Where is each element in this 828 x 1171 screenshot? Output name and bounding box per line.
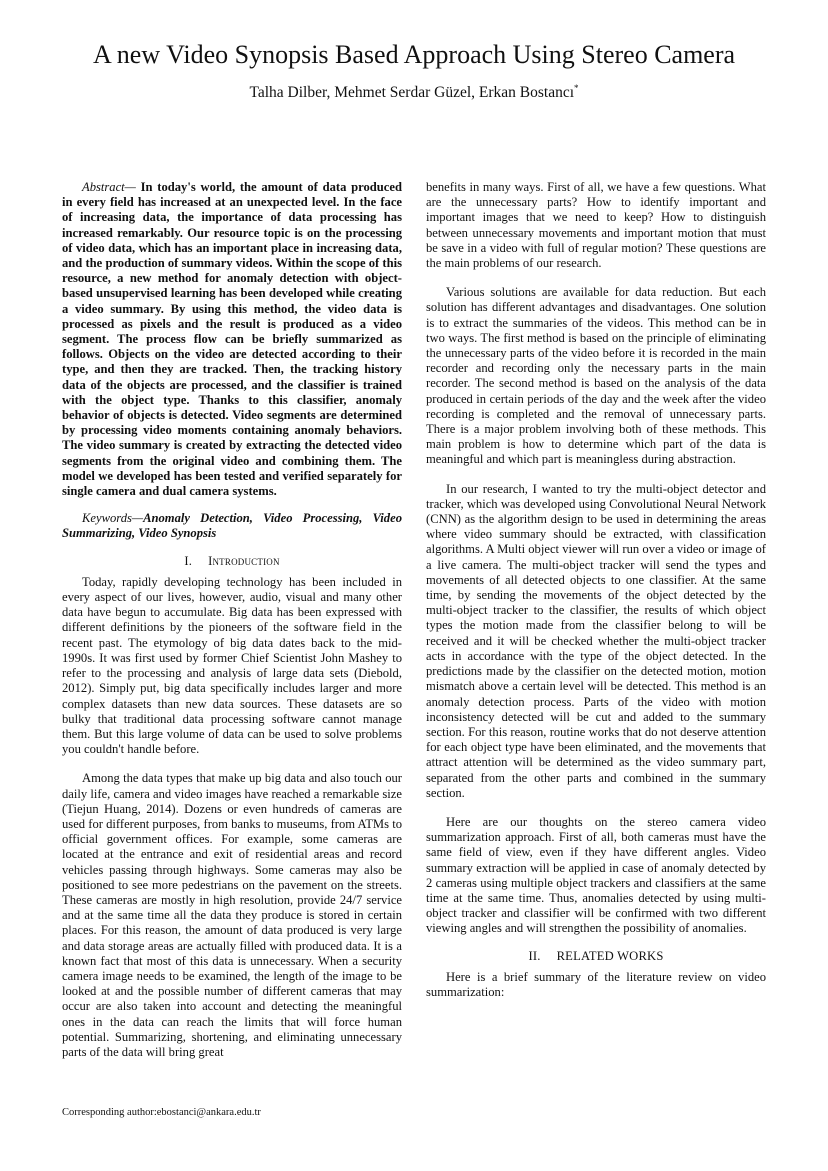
section-title: RELATED WORKS [556,948,664,963]
paragraph-continued: benefits in many ways. First of all, we have a few questions. What are the unnecessary parts? How to identify important and important images that we need to keep? How to distinguish between unnecessary movements and important motion that must be save in a video with full of regular motion? These questions are the main problems of our research. [426,180,766,271]
paragraph: Here are our thoughts on the stereo camera video summarization approach. First of all, both cameras must have the same field of view, even if they have different angles. Video summary extraction will be applied in case of anomaly detected by 2 cameras using multiple object trackers and classifiers at the same time at the same time. Thus, anomalies detected by using multi-object tracker and classifier will be confirmed with two different viewing angles and will strengthen the possibility of anomalies. [426,814,766,936]
right-column [426,180,766,1000]
keywords-label: Keywords— [82,511,144,526]
keywords-text: Anomaly Detection, Video Processing, Video Summarizing, Video Synopsis [62,511,402,541]
section-number: II. [528,948,541,963]
section-title: Introduction [208,553,280,568]
author-names: Talha Dilber, Mehmet Serdar Güzel, Erkan Bostancı [249,84,575,102]
corresponding-author-mark: * [574,83,579,93]
paragraph: Among the data types that make up big data and also touch our daily life, camera and video images have reached a remarkable size (Tiejun Huang, 2014). Dozens or even hundreds of cameras are used for different purposes, from banks to museums, from ATMs to official government offices. For example, some cameras are located at the entrance and exit of residential areas and record vehicles passing through highways. Some cameras may also be positioned to see more pedestrians on the pavement on the streets. These cameras are mostly in high resolution, provide 24/7 service and at the same time all the data they produce is stored in certain places. For this reason, the amount of data produced is very large and data storage areas are actually filled with produced data. It is a known fact that most of this data is unnecessary. When a security camera image needs to be examined, the length of the image to be looked at and the possible number of different cameras that may occur are also taken into account and detecting the meaningful ones in the data can reach the limits that will force human potential. Summarizing, shortening, and eliminating unnecessary parts of the data will bring great [62,771,402,1059]
paper-title: A new Video Synopsis Based Approach Using Stereo Camera [92,40,736,69]
paragraph: Today, rapidly developing technology has been included in every aspect of our lives, however, audio, visual and many other data have begun to accumulate. Big data has been expressed with different definitions by the pioneers of the software field in the recent past. The etymology of big data dates back to the mid-1990s. It was first used by former Chief Scientist John Mashey to refer to the processing and analysis of large data sets (Diebold, 2012). Simply put, big data specifically includes larger and more complex datasets than new data sources. These datasets are so bulky that traditional data processing software cannot manage them. But this large volume of data can be used to solve problems you couldn't handle before. [62,574,402,757]
abstract-text: In today's world, the amount of data produced in every field has increased at an unexpected level. In the face of increasing data, the importance of data processing has increased remarkably. Our resource topic is on the processing of video data, which has an important place in increasing data, and the production of summary videos. Within the scope of this resource, a new method for anomaly detection with object-based unsupervised learning has been developed while creating a video summary. By using this method, the video data is processed as pixels and the result is produced as a video segment. The process flow can be briefly summarized as follows. Objects on the video are detected according to their type, and then they are tracked. Then, the tracking history data of the objects are processed, and the classifier is trained with the object type. Thanks to this classifier, anomaly behavior of objects is detected. Video segments are determined by processing video moments containing anomaly behaviors. The video summary is created by extracting the detected video segments from the original video and combining them. The model we developed has been tested and verified separately for single camera and dual camera systems. [62,180,402,499]
left-column [62,180,402,1060]
abstract [62,180,402,499]
corresponding-author-footnote: Corresponding author:ebostanci@ankara.edu.tr [62,1107,261,1118]
section-number: I. [184,553,193,568]
section-heading-introduction [62,554,402,569]
section-heading-related-works [426,949,766,964]
abstract-label: Abstract— [82,180,136,194]
paragraph: Various solutions are available for data reduction. But each solution has different advantages and disadvantages. One solution is to extract the summaries of the videos. This method can be in two ways. The first method is based on the principle of eliminating the unnecessary parts of the video before it is recorded in the main recorder and recording only the necessary parts in the main recorder. The second method is based on the analysis of the data produced in certain periods of the day and the week after the video recording is completed and the removal of unnecessary parts. There is a major problem involving both of these methods. This main problem is how to determine which part of the data is meaningful and which part is meaningless during abstraction. [426,285,766,467]
keywords [62,511,402,541]
author-list [0,78,828,103]
paragraph: In our research, I wanted to try the multi-object detector and tracker, which was developed using Convolutional Neural Network (CNN) as the algorithm design to be used in determining the areas where video summary should be extracted, with classification algorithms. A Multi object viewer will run over a video or image of a live camera. The multi-object tracker will send the types and movements of all detected objects to one classifier. At the same time, by sending the movements of the object detected by the multi-object tracker to the classifier, the results of which object types the motion made from the classifier belong to will be received and it will be checked whether the multi-object tracker acts in accordance with the type of the object detected. In the predictions made by the classifier on the detected motion, motion mismatch above a certain level will be detected. This method is an anomaly detection process. Parts of the video with motion inconsistency detected will be cut and added to the summary section. For this reason, routine works that do not deserve attention for each object type have been eliminated, and the movements that attract attention will be determined as the video summary part, separated from the other parts and combined in the summary section. [426,481,766,800]
paragraph: Here is a brief summary of the literature review on video summarization: [426,969,766,999]
